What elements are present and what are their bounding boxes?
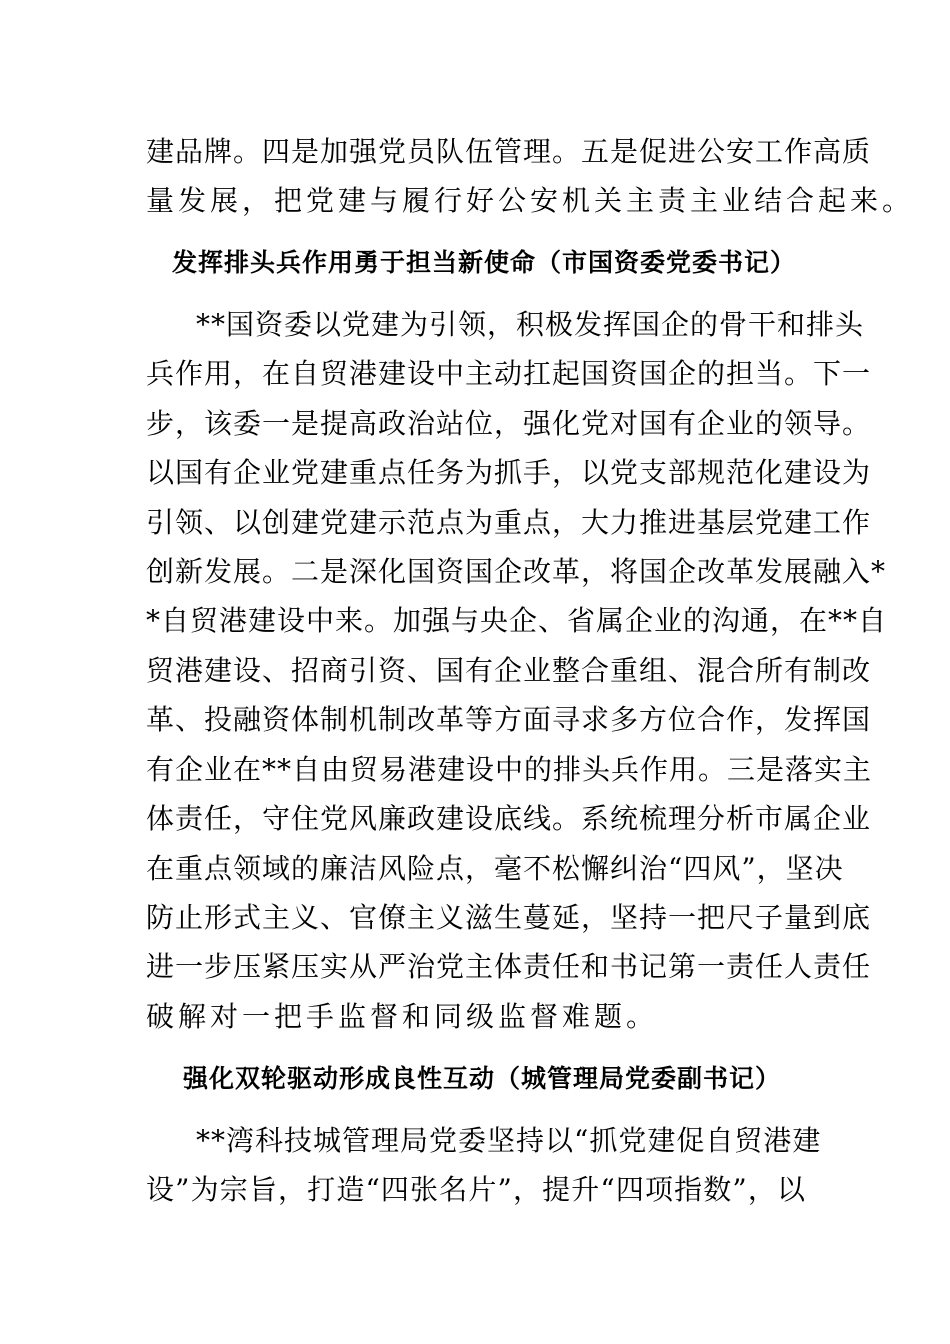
paragraph-line: 防止形式主义、官僚主义滋生蔓延，坚持一把尺子量到底 (146, 901, 872, 934)
paragraph-line: 进一步压紧压实从严治党主体责任和书记第一责任人责任 (146, 950, 872, 983)
paragraph-line: **国资委以党建为引领，积极发挥国企的骨干和排头 (196, 308, 865, 341)
paragraph-line: 引领、以创建党建示范点为重点，大力推进基层党建工作 (146, 506, 872, 539)
paragraph-line: 以国有企业党建重点任务为抓手，以党支部规范化建设为 (146, 456, 872, 489)
paragraph-line: 设”为宗旨，打造“四张名片”，提升“四项指数”，以 (146, 1173, 806, 1206)
paragraph-line: 兵作用，在自贸港建设中主动扛起国资国企的担当。下一 (146, 357, 872, 390)
paragraph-line: 量发展，把党建与履行好公安机关主责主业结合起来。 (146, 184, 915, 217)
paragraph-line: 步，该委一是提高政治站位，强化党对国有企业的领导。 (146, 407, 872, 440)
paragraph-line: 有企业在**自由贸易港建设中的排头兵作用。三是落实主 (146, 753, 873, 786)
section-heading: 发挥排头兵作用勇于担当新使命（市国资委党委书记） (172, 248, 797, 277)
paragraph-line: **湾科技城管理局党委坚持以“抓党建促自贸港建 (196, 1124, 822, 1157)
paragraph-line: 贸港建设、招商引资、国有企业整合重组、混合所有制改 (146, 654, 872, 687)
paragraph-line: *自贸港建设中来。加强与央企、省属企业的沟通，在**自 (146, 604, 888, 637)
paragraph-line: 革、投融资体制机制改革等方面寻求多方位合作，发挥国 (146, 703, 872, 736)
paragraph-line: 建品牌。四是加强党员队伍管理。五是促进公安工作高质 (146, 135, 872, 168)
paragraph-line: 体责任，守住党风廉政建设底线。系统梳理分析市属企业 (146, 802, 872, 835)
paragraph-line: 破解对一把手监督和同级监督难题。 (146, 1000, 659, 1033)
paragraph-line: 在重点领域的廉洁风险点，毫不松懈纠治“四风”，坚决 (146, 852, 844, 885)
paragraph-line: 创新发展。二是深化国资国企改革，将国企改革发展融入* (146, 555, 887, 588)
section-heading: 强化双轮驱动形成良性互动（城管理局党委副书记） (183, 1064, 782, 1093)
